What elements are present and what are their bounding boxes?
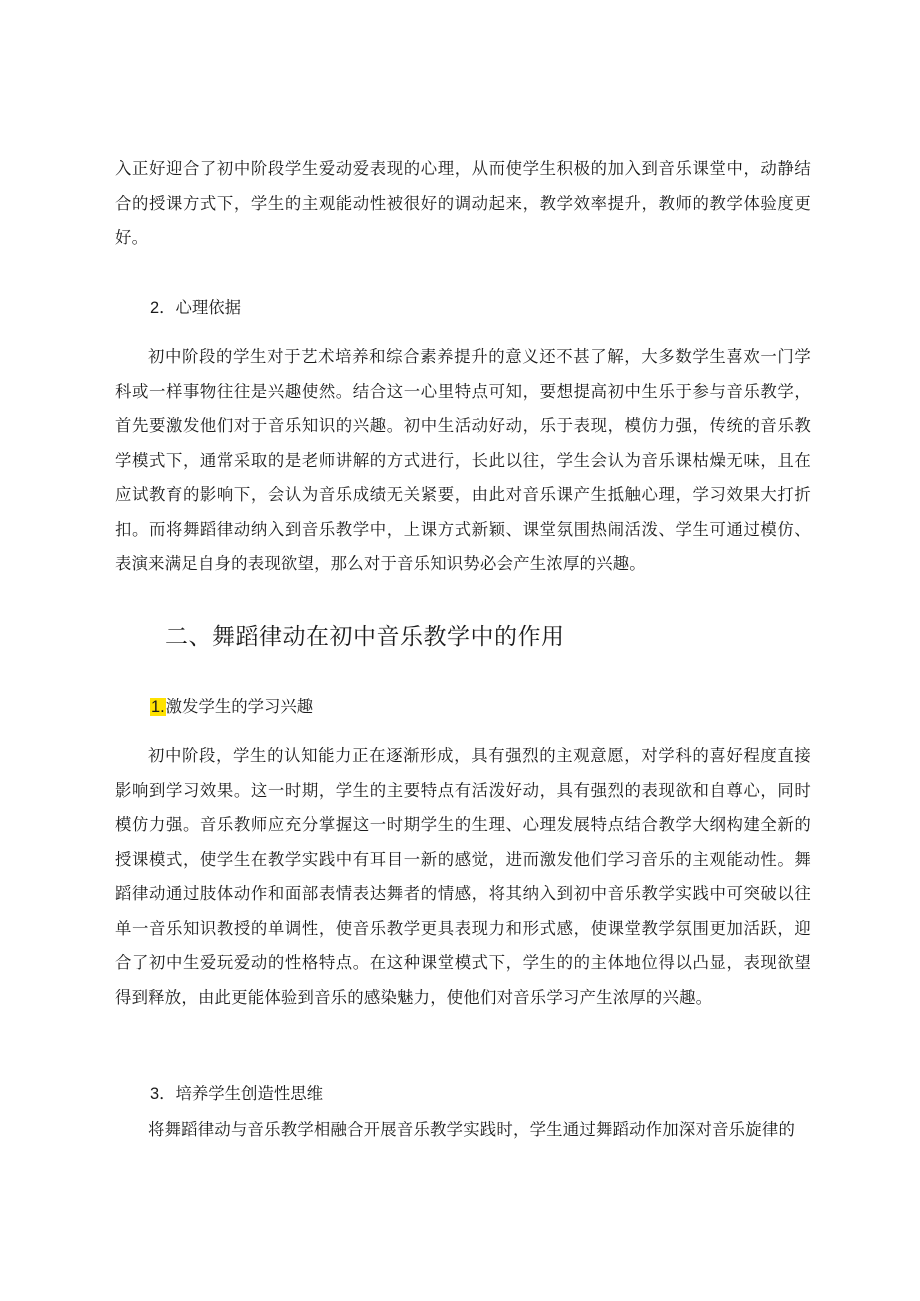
paragraph-continuation: 入正好迎合了初中阶段学生爱动爱表现的心理，从而使学生积极的加入到音乐课堂中，动静结合的授课方式下，学生的主观能动性被很好的调动起来，教学效率提升，教师的教学体验度更好。 <box>115 159 811 247</box>
subsection-title: ．培养学生创造性思维 <box>159 1084 324 1103</box>
subsection-number: 2 <box>150 299 160 317</box>
paragraph-psychology: 初中阶段的学生对于艺术培养和综合素养提升的意义还不甚了解，大多数学生喜欢一门学科或一样事物往往是兴趣使然。结合这一心里特点可知，要想提高初中生乐于参与音乐教学，首先要激发他们对于音乐知识的兴趣。初中生活动好动，乐于表现，模仿力强，传统的音乐教学模式下，通常采取的是老师讲解的方式进行，长此以往，学生会认为音乐课枯燥无味，且在应试教育的影响下，会认为音乐成绩无关紧要，由此对音乐课产生抵触心理，学习效果大打折扣。而将舞蹈律动纳入到音乐教学中，上课方式新颖、课堂氛围热闹活泼、学生可通过模仿、表演来满足自身的表现欲望，那么对于音乐知识势必会产生浓厚的兴趣。 <box>115 347 811 573</box>
subsection-title: 激发学生的学习兴趣 <box>165 697 314 716</box>
subsection-title: ．心理依据 <box>159 298 242 317</box>
subsection-heading-psychology <box>150 296 241 320</box>
paragraph-creative: 将舞蹈律动与音乐教学相融合开展音乐教学实践时，学生通过舞蹈动作加深对音乐旋律的 <box>148 1120 796 1139</box>
subsection-heading-interest <box>150 695 313 719</box>
subsection-number-highlighted: 1. <box>151 698 165 716</box>
subsection-number: 3 <box>150 1085 160 1103</box>
subsection-heading-creative <box>150 1082 323 1106</box>
section-heading: 二、舞蹈律动在初中音乐教学中的作用 <box>165 624 565 650</box>
paragraph-interest: 初中阶段，学生的认知能力正在逐渐形成，具有强烈的主观意愿，对学科的喜好程度直接影响到学习效果。这一时期，学生的主要特点有活泼好动，具有强烈的表现欲和自尊心，同时模仿力强。音乐教师应充分掌握这一时期学生的生理、心理发展特点结合教学大纲构建全新的授课模式，使学生在教学实践中有耳目一新的感觉，进而激发他们学习音乐的主观能动性。舞蹈律动通过肢体动作和面部表情表达舞者的情感，将其纳入到初中音乐教学实践中可突破以往单一音乐知识教授的单调性，使音乐教学更具表现力和形式感，使课堂教学氛围更加活跃，迎合了初中生爱玩爱动的性格特点。在这种课堂模式下，学生的的主体地位得以凸显，表现欲望得到释放，由此更能体验到音乐的感染魅力，使他们对音乐学习产生浓厚的兴趣。 <box>115 746 811 1007</box>
